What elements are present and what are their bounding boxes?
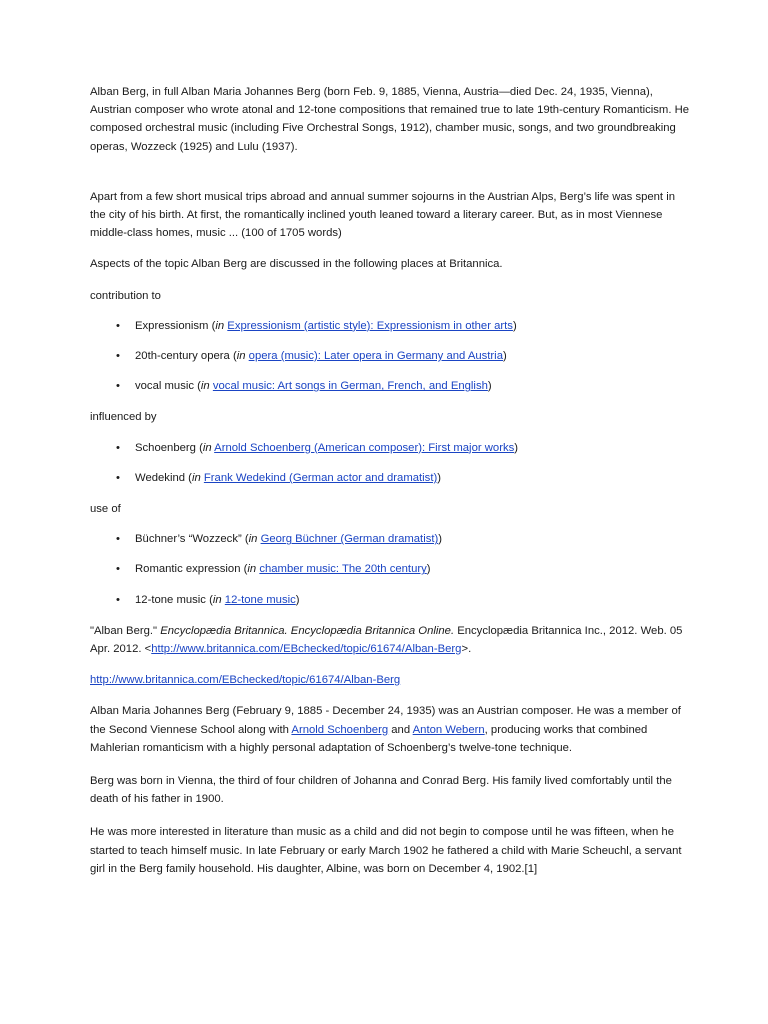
- topic-text: vocal music: [135, 380, 195, 393]
- list-item: • Schoenberg (in Arnold Schoenberg (American composer): First major works): [90, 439, 690, 457]
- topic-text: Expressionism: [135, 319, 209, 332]
- citation-end: >.: [461, 643, 472, 656]
- list-item: • 20th-century opera (in opera (music): Later opera in Germany and Austria): [90, 347, 690, 365]
- list-item: • Wedekind (in Frank Wedekind (German actor and dramatist)): [90, 469, 690, 487]
- wiki-text: and: [388, 723, 413, 736]
- britannica-link[interactable]: Arnold Schoenberg (American composer): First major works: [214, 441, 515, 454]
- citation-url-link[interactable]: http://www.britannica.com/EBchecked/topic/61674/Alban-Berg: [151, 643, 462, 656]
- schoenberg-link[interactable]: Arnold Schoenberg: [291, 723, 389, 736]
- britannica-link[interactable]: chamber music: The 20th century: [259, 563, 427, 576]
- citation: [90, 622, 690, 658]
- section-label-contribution: contribution to: [90, 289, 161, 302]
- standalone-url-paragraph: [90, 671, 690, 689]
- in-text: in: [200, 380, 210, 393]
- in-text: in: [191, 471, 201, 484]
- britannica-link[interactable]: opera (music): Later opera in Germany and Austria: [248, 350, 503, 363]
- citation-publisher: Encyclopædia Britannica Inc., 2012. Web. 05 Apr. 2012. <: [90, 624, 683, 656]
- britannica-link[interactable]: Frank Wedekind (German actor and dramatist): [203, 471, 438, 484]
- in-text: in: [247, 563, 257, 576]
- in-text: in: [215, 319, 225, 332]
- topic-text: Romantic expression: [135, 563, 241, 576]
- britannica-link[interactable]: Georg Büchner (German dramatist): [260, 533, 439, 546]
- topic-text: 20th-century opera: [135, 350, 230, 363]
- document-page: [90, 83, 690, 878]
- wiki-text: Alban Maria Johannes Berg (February 9, 1885 - December 24, 1935) was an Austrian composer. He was a member of the Second Viennese School along with: [90, 705, 681, 736]
- list-item: • Büchner’s “Wozzeck” (in Georg Büchner (German dramatist)): [90, 530, 690, 548]
- wiki-paragraph-2: Berg was born in Vienna, the third of four children of Johanna and Conrad Berg. His family lived comfortably until the death of his father in 1900.: [90, 775, 672, 806]
- wiki-paragraph-3: He was more interested in literature than music as a child and did not begin to compose until he was fifteen, when he started to teach himself music. In late February or early March 1902 he fathered a child with Marie Scheuchl, a servant girl in the Berg family household. His daughter, Albine, was born on December 4, 1902.[1]: [90, 826, 682, 875]
- list-item: • Romantic expression (in chamber music: The 20th century): [90, 560, 690, 578]
- in-text: in: [236, 350, 246, 363]
- section-label-influenced: influenced by: [90, 411, 157, 424]
- wiki-text: , producing works that combined Mahlerian romanticism with a highly personal adaptation of Schoenberg’s twelve-tone technique.: [90, 723, 648, 754]
- britannica-link[interactable]: 12-tone music: [224, 593, 296, 606]
- list-item: • vocal music (in vocal music: Art songs in German, French, and English): [90, 377, 690, 395]
- citation-prefix: "Alban Berg.": [90, 624, 161, 637]
- influenced-list: [90, 439, 690, 487]
- use-of-list: [90, 530, 690, 609]
- britannica-link[interactable]: Expressionism (artistic style): Expressionism in other arts: [227, 319, 513, 332]
- webern-link[interactable]: Anton Webern: [412, 723, 485, 736]
- wiki-paragraph-1: [90, 702, 690, 757]
- britannica-link[interactable]: vocal music: Art songs in German, French, and English: [212, 380, 488, 393]
- contribution-list: [90, 317, 690, 396]
- topic-text: 12-tone music: [135, 593, 206, 606]
- in-text: in: [212, 593, 222, 606]
- intro-paragraph: Alban Berg, in full Alban Maria Johannes Berg (born Feb. 9, 1885, Vienna, Austria—died Dec. 24, 1935, Vienna), Austrian composer who wrote atonal and 12-tone compositions that remained true to late 19th-century Romanticism. He composed orchestral music (including Five Orchestral Songs, 1912), chamber music, songs, and two groundbreaking operas, Wozzeck (1925) and Lulu (1937).: [90, 86, 690, 153]
- topic-text: Büchner’s “Wozzeck”: [135, 533, 242, 546]
- section-label-use-of: use of: [90, 503, 121, 516]
- list-item: • 12-tone music (in 12-tone music): [90, 591, 690, 609]
- aspects-paragraph: Aspects of the topic Alban Berg are discussed in the following places at Britannica.: [90, 258, 503, 271]
- topic-text: Schoenberg: [135, 441, 196, 454]
- excerpt-paragraph: Apart from a few short musical trips abroad and annual summer sojourns in the Austrian Alps, Berg’s life was spent in the city of his birth. At first, the romantically inclined youth leaned toward a literary career. But, as in most Viennese middle-class homes, music ... (100 of 1705 words): [90, 190, 676, 240]
- in-text: in: [248, 533, 258, 546]
- standalone-url-link[interactable]: http://www.britannica.com/EBchecked/topic/61674/Alban-Berg: [90, 674, 401, 687]
- citation-source: Encyclopædia Britannica. Encyclopædia Britannica Online.: [160, 624, 455, 637]
- in-text: in: [202, 441, 212, 454]
- topic-text: Wedekind: [135, 471, 186, 484]
- list-item: • Expressionism (in Expressionism (artistic style): Expressionism in other arts): [90, 317, 690, 335]
